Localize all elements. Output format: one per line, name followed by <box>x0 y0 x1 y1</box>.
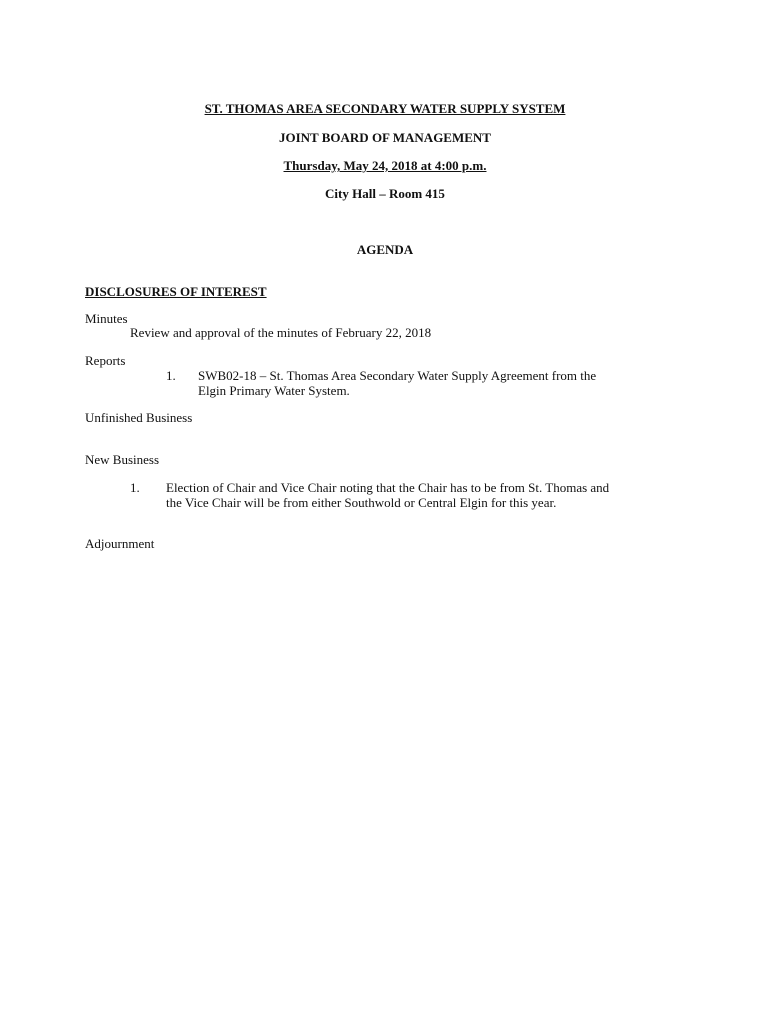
meeting-location: City Hall – Room 415 <box>325 186 445 201</box>
agenda-title: AGENDA <box>356 242 414 257</box>
board-title: JOINT BOARD OF MANAGEMENT <box>279 130 491 145</box>
organization-title: ST. THOMAS AREA SECONDARY WATER SUPPLY SYSTEM <box>204 101 566 116</box>
new-business-heading: New Business <box>85 452 160 467</box>
meeting-date-time: Thursday, May 24, 2018 at 4:00 p.m. <box>283 158 487 173</box>
disclosures-heading: DISCLOSURES OF INTEREST <box>85 284 267 299</box>
new-business-item-line1: Election of Chair and Vice Chair noting that the Chair has to be from St. Thomas and <box>166 480 610 495</box>
minutes-heading: Minutes <box>85 311 128 326</box>
new-business-item-line2: the Vice Chair will be from either Southwold or Central Elgin for this year. <box>166 495 557 510</box>
adjournment-heading: Adjournment <box>85 536 155 551</box>
report-item-line2: Elgin Primary Water System. <box>198 383 350 398</box>
minutes-item: Review and approval of the minutes of February 22, 2018 <box>130 325 432 340</box>
report-item-line1: SWB02-18 – St. Thomas Area Secondary Water Supply Agreement from the <box>198 368 597 383</box>
reports-heading: Reports <box>85 353 126 368</box>
unfinished-business-heading: Unfinished Business <box>85 410 193 425</box>
report-item-number: 1. <box>166 368 176 383</box>
new-business-item-number: 1. <box>130 480 140 495</box>
